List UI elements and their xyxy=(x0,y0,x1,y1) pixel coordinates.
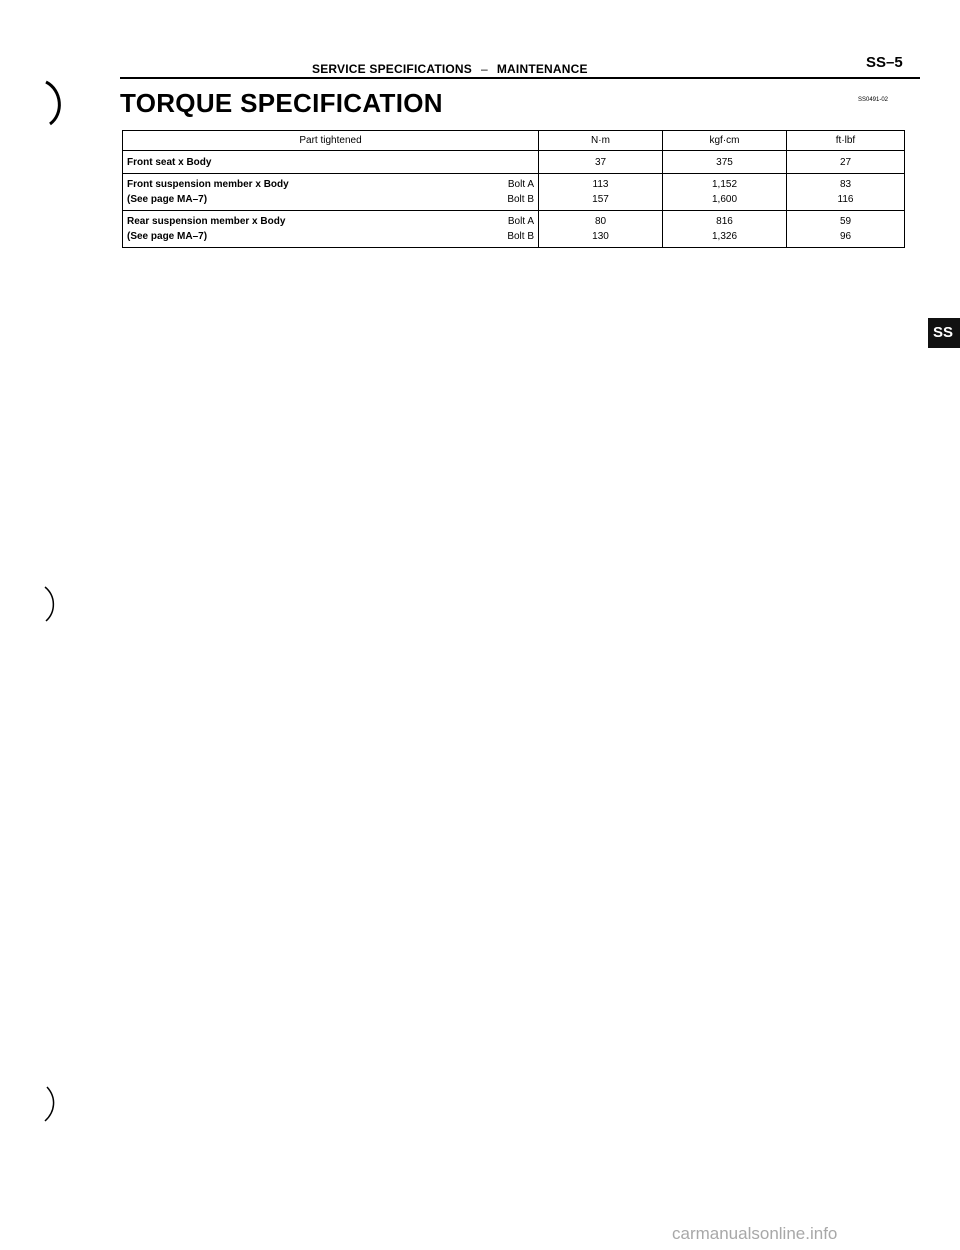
document-code: SS0491-02 xyxy=(858,97,889,103)
value: 96 xyxy=(839,231,852,242)
header-separator: – xyxy=(480,62,488,76)
part-cell xyxy=(123,211,539,248)
ftlbf-cell xyxy=(787,174,905,211)
running-header xyxy=(312,62,588,76)
page-title: TORQUE SPECIFICATION xyxy=(120,88,443,118)
value: 83 xyxy=(839,179,852,190)
page-reference: (See page MA–7) xyxy=(127,194,208,205)
value: 1,600 xyxy=(711,194,738,205)
ftlbf-cell: 27 xyxy=(787,151,905,174)
page-reference: (See page MA–7) xyxy=(127,231,208,242)
value: 59 xyxy=(839,216,852,227)
value: 157 xyxy=(592,194,609,205)
binding-hole-mark xyxy=(42,78,66,128)
part-cell xyxy=(123,174,539,211)
page-number: SS–5 xyxy=(866,54,903,71)
value: 1,152 xyxy=(711,179,738,190)
kgfcm-cell xyxy=(663,174,787,211)
kgfcm-cell: 375 xyxy=(663,151,787,174)
column-header-ftlbf: ft·lbf xyxy=(787,131,905,151)
header-rule xyxy=(120,77,920,79)
table-header-row xyxy=(123,131,905,151)
part-cell: Front seat x Body xyxy=(123,151,539,174)
value: 130 xyxy=(592,231,609,242)
part-name: Rear suspension member x Body xyxy=(127,216,286,227)
bolt-label: Bolt A xyxy=(507,179,534,190)
table-row xyxy=(123,211,905,248)
section-tab: SS xyxy=(928,318,960,348)
torque-table xyxy=(122,130,905,248)
bolt-label: Bolt B xyxy=(507,231,534,242)
value: 1,326 xyxy=(711,231,738,242)
value: 113 xyxy=(592,179,609,190)
value: 80 xyxy=(594,216,607,227)
column-header-nm: N·m xyxy=(539,131,663,151)
header-subsection: MAINTENANCE xyxy=(496,62,588,76)
watermark: carmanualsonline.info xyxy=(672,1224,838,1243)
table-row xyxy=(123,174,905,211)
header-section: SERVICE SPECIFICATIONS xyxy=(312,62,472,76)
column-header-kgfcm: kgf·cm xyxy=(663,131,787,151)
bolt-label: Bolt A xyxy=(507,216,534,227)
binding-hole-mark xyxy=(42,584,58,624)
table-row xyxy=(123,151,905,174)
kgfcm-cell xyxy=(663,211,787,248)
value: 816 xyxy=(716,216,733,227)
binding-hole-mark xyxy=(42,1084,58,1124)
part-name: Front suspension member x Body xyxy=(127,179,289,190)
nm-cell: 37 xyxy=(539,151,663,174)
value: 116 xyxy=(837,194,854,205)
column-header-part: Part tightened xyxy=(123,131,539,151)
nm-cell xyxy=(539,211,663,248)
bolt-label: Bolt B xyxy=(507,194,534,205)
nm-cell xyxy=(539,174,663,211)
ftlbf-cell xyxy=(787,211,905,248)
